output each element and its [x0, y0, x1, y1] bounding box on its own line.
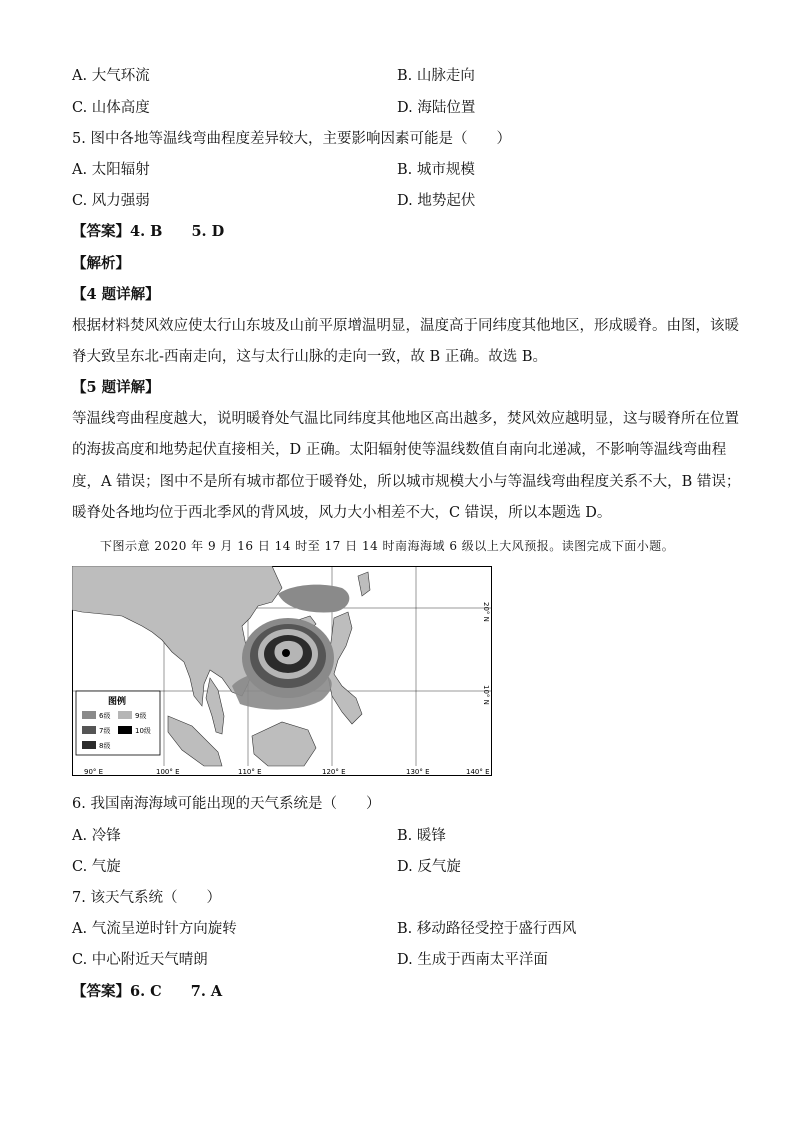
q5-option-c: C. 风力强弱 [72, 193, 150, 209]
legend-label-10: 10级 [135, 727, 151, 735]
legend-label-6: 6级 [99, 712, 111, 720]
lon-label: 120° E [322, 768, 346, 776]
q7-option-c: C. 中心附近天气晴朗 [72, 952, 208, 968]
detail-4-paragraph [72, 311, 739, 374]
detail-5-line: 暖脊处各地均位于西北季风的背风坡，风力大小相差不大，C 错误，所以本题选 D。 [72, 504, 612, 521]
q5-option-b: B. 城市规模 [397, 162, 475, 178]
lat-label: 10° N [482, 685, 490, 705]
map-legend [76, 691, 160, 755]
wind-zone-10 [282, 649, 290, 657]
q7-option-a: A. 气流呈逆时针方向旋转 [72, 921, 237, 937]
q5-stem: 5. 图中各地等温线弯曲程度差异较大，主要影响因素可能是（ ） [72, 131, 511, 147]
lon-label: 140° E [466, 768, 490, 776]
q6-option-b: B. 暖锋 [397, 828, 446, 844]
legend-title: 图例 [108, 697, 127, 707]
legend-label-7: 7级 [99, 727, 111, 735]
legend-label-9: 9级 [135, 712, 147, 720]
analysis-label: 【解析】 [72, 255, 130, 272]
detail-5-line: 的海拔高度和地势起伏直接相关，D 正确。太阳辐射使等温线数值自南向北递减，不影响等温线弯曲程 [72, 442, 727, 459]
q7-stem: 7. 该天气系统（ ） [72, 890, 221, 906]
lon-label: 110° E [238, 768, 262, 776]
q5-option-a: A. 太阳辐射 [72, 162, 150, 178]
detail-5-line: 度，A 错误；图中不是所有城市都位于暖脊处，所以城市规模大小与等温线弯曲程度关系不大，B 错误； [72, 473, 741, 490]
legend-swatch-6 [82, 711, 96, 719]
detail-5-label: 【5 题详解】 [72, 379, 160, 396]
detail-5-line: 等温线弯曲程度越大，说明暖脊处气温比同纬度其他地区高出越多，焚风效应越明显，这与暖脊所在位置 [72, 411, 739, 427]
q6-option-a: A. 冷锋 [72, 828, 121, 844]
q6-option-d: D. 反气旋 [397, 859, 461, 875]
figure-caption: 下图示意 2020 年 9 月 16 日 14 时至 17 日 14 时南海海域 6 级以上大风预报。读图完成下面小题。 [100, 539, 675, 553]
q4-option-b: B. 山脉走向 [397, 68, 475, 84]
q6-stem: 6. 我国南海海域可能出现的天气系统是（ ） [72, 796, 381, 812]
wind-forecast-map [72, 566, 492, 776]
detail-4-line: 根据材料焚风效应使太行山东坡及山前平原增温明显，温度高于同纬度其他地区，形成暖脊。由图，该暖 [72, 318, 739, 334]
q7-option-d: D. 生成于西南太平洋面 [397, 952, 548, 968]
q5-option-d: D. 地势起伏 [397, 193, 476, 209]
answer-4-5: 【答案】4. B 5. D [72, 223, 225, 240]
legend-swatch-10 [118, 726, 132, 734]
q7-option-b: B. 移动路径受控于盛行西风 [397, 921, 577, 937]
q4-option-c: C. 山体高度 [72, 100, 150, 116]
answer-6-7: 【答案】6. C 7. A [72, 983, 223, 1000]
legend-swatch-9 [118, 711, 132, 719]
lon-label: 100° E [156, 768, 180, 776]
q6-option-c: C. 气旋 [72, 859, 121, 875]
lon-label: 130° E [406, 768, 430, 776]
q4-option-a: A. 大气环流 [72, 68, 150, 84]
legend-label-8: 8级 [99, 742, 111, 750]
detail-4-label: 【4 题详解】 [72, 286, 160, 303]
legend-swatch-7 [82, 726, 96, 734]
q4-option-d: D. 海陆位置 [397, 100, 476, 116]
lon-label: 90° E [84, 768, 104, 776]
detail-5-paragraph [72, 404, 741, 529]
legend-swatch-8 [82, 741, 96, 749]
lat-label: 20° N [482, 602, 490, 622]
detail-4-line: 脊大致呈东北-西南走向，这与太行山脉的走向一致，故 B 正确。故选 B。 [72, 349, 548, 366]
